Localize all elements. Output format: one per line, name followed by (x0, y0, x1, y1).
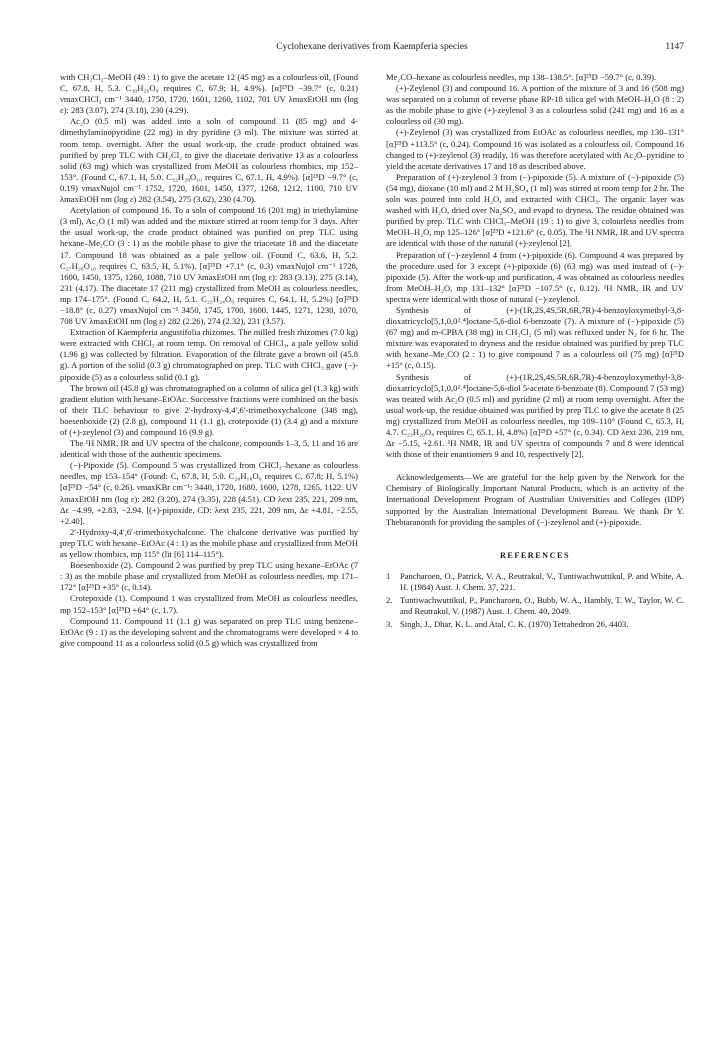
paragraph: Preparation of (−)-zeylenol 4 from (+)-pipoxide (6). Compound 4 was prepared by the procedure used for 3 except (+)-pipoxide (6) (63 mg) was used instead of (−)-pipoxide (5). After the work-up and purification, 4 was obtained as colourless needles from MeOH–H₂O, mp 131–132° [α]²⁵D −107.5° (c, 0.12). ¹H NMR, IR and UV spectra were identical with those of natural (−)-zeylenol. (386, 249, 684, 304)
reference-number: 3. (386, 619, 393, 630)
paragraph: Crotepoxide (1). Compound 1 was crystallized from MeOH as colourless needles, mp 152–153° [α]²⁵D +64° (c, 1.7). (60, 593, 358, 615)
running-title: Cyclohexane derivatives from Kaempferia species (276, 42, 468, 52)
reference-number: 1 (386, 570, 391, 581)
paragraph: Synthesis of (+)-(1R,2S,4S,5R,6R,7R)-4-benzoyloxymethyl-3,8-dioxatricyclo[5,1,0,0²˒⁴]octane-5,6-diol 5-acetate 6-benzoate (8). Compound 7 (53 mg) was treated with Ac₂O (0.5 ml) and pyridine (2 ml) at room temp overnight. After the usual work-up, the residue obtained was purified by prep TLC to give the acetate 8 (25 mg) crystallized from MeOH as colourless needles, mp 109–110° (Found C, 65.3, H, 4.7. C₂₃H₂₀O₈ requires C, 65.1, H, 4.8%) [α]²⁵D +57° (c, 0.34). CD λext 236, 219 nm, Δε −5.15, +2.61. ¹H NMR, IR and UV spectra of compounds 7 and 8 were identical with those of their enantiomers 9 and 10, respectively [2]. (386, 371, 684, 460)
paragraph: with CH₂Cl₂–MeOH (49 : 1) to give the acetate 12 (45 mg) as a colourless oil, (Found C, 67.8, H, 5.3. C₃₀H₂₆O₉ requires C, 67.9; H, 4.9%). [α]²⁵D −39.7° (c, 0.21) νmaxCHCl₃ cm⁻¹ 3440, 1750, 1720, 1601, 1260, 1102, 701 UV λmaxEtOH nm (log ε): 283 (3.07), 274 (3.18), 230 (4.29). (60, 72, 358, 116)
paragraph: Compound 11. Compound 11 (1.1 g) was separated on prep TLC using benzene–EtOAc (9 : 1) as the developing solvent and the chromatograms were developed × 4 to give compound 11 as a colourless solid (0.5 g) which was crystallized from (60, 615, 358, 648)
references-heading: REFERENCES (499, 550, 571, 560)
paragraph: (+)-Zeylenol (3) was crystallized from EtOAc as colourless needles, mp 130–131° [α]²⁵D +113.5° (c, 0.24). Compound 16 was isolated as a colourless oil. Compound 16 changed to (+)-zeylenol (3) readily, 16 was therefore acetylated with Ac₂O–pyridine to yield the acetate derivatives 17 and 18 as described above. (386, 127, 684, 171)
reference-text: Singh, J., Dhar, K. L. and Atal, C. K. (1970) Tetrahedron 26, 4403. (400, 619, 629, 630)
paragraph: (+)-Zeylenol (3) and compound 16. A portion of the mixture of 3 and 16 (508 mg) was separated on a column of reverse phase RP-18 silica gel with MeOH–H₂O (8 : 2) as the mobile phase to give (+)-zeylenol 3 as a colourless solid (241 mg) and 16 as a colourless oil (30 mg). (386, 83, 684, 127)
left-column (60, 72, 358, 649)
reference-list (386, 571, 684, 630)
running-header (60, 42, 684, 56)
paragraph: Acetylation of compound 16. To a soln of compound 16 (201 mg) in triethylamine (3 ml), Ac₂O (1 ml) was added and the mixture stirred at room temp for 3 days. After the usual work-up, the crude product obtained was purified on prep TLC using hexane–Me₂CO (3 : 1) as the mobile phase to give the triacetate 18 and the diacetate 17. Compound 18 was obtained as a pale yellow oil. (Found C, 63.6, H, 5.2. C₂₇H₂₆O₁₀ requires C, 63.5, H, 5.1%). [α]²⁵D +7.1° (c, 0.3) νmaxNujol cm⁻¹ 1728, 1600, 1450, 1375, 1260, 1088, 710 UV λmaxEtOH nm (log ε): 283 (3.13), 275 (3.14), 231 (4.17). The diacetate 17 (211 mg) crystallized from MeOH as colourless needles, mp 174–175°. (Found C, 64.2, H, 5.1. C₂₅H₂₄O₉ requires C, 64.1, H, 5.2%) [α]²⁵D −18.8° (c, 0.27) νmaxNujol cm⁻¹ 3450, 1745, 1700, 1600, 1445, 1271, 1230, 1070, 708 UV λmaxEtOH nm (log ε) 282 (2.26), 274 (2.32), 231 (3.57). (60, 205, 358, 327)
paragraph: Synthesis of (+)-(1R,2S,4S,5R,6R,7R)-4-benzoyloxymethyl-3,8-dioxatricyclo[5,1,0,0²˒⁴]octane-5,6-diol 6-benzoate (7). A mixture of (−)-pipoxide (5) (67 mg) and m-CPBA (38 mg) in CH₂Cl₂ (5 ml) was refluxed under N₂ for 6 hr. The mixture was evaporated to dryness and the residue obtained was purified by prep TLC with hexane–Me₂CO (2 : 1) to give compound 7 as a colourless oil (75 mg) [α]²⁵D +15° (c, 0.15). (386, 304, 684, 371)
paragraph: 2′-Hydroxy-4,4′,6′-trimethoxychalcone. The chalcone derivative was purified by prep TLC with hexane–EtOAc (4 : 1) as the mobile phase and crystallized from MeOH as yellow rhombics, mp 115° (lit [6] 114–115°). (60, 526, 358, 560)
paragraph: (−)-Pipoxide (5). Compound 5 was crystallized from CHCl₃–hexane as colourless needles, mp 153–154° (Found: C, 67.8, H, 5.0. C₂₀H₁₈O₆ requires C, 67.8; H, 5.1%) [α]²⁵D −54° (c, 0.26). νmaxKBr cm⁻¹: 3440, 1720, 1680, 1600, 1278, 1265, 1122. UV λmaxEtOH nm (log ε): 282 (3.20), 274 (3.35), 228 (4.51). CD λext 235, 221, 209 nm, Δε −4.99, +2.83, −2.94. [(+)-pipoxide, CD: λext 235, 221, 209 nm, Δε +4.81, −2.55, +2.40]. (60, 460, 358, 526)
reference-text: Tuntiwachwuttikul, P., Pancharoen, O., Bubb, W. A., Hambly, T. W., Taylor, W. C. and Reutrakul, V. (1987) Aust. J. Chem. 40, 2049. (400, 595, 684, 617)
paragraph: Extraction of Kaempferia angustifolia rhizomes. The milled fresh rhizomes (7.0 kg) were extracted with CHCl₃ at room temp. On removal of CHCl₃, a pale yellow solid (1.96 g) was collected by filtration. Evaporation of the filtrate gave a brown oil (45.8 g). A portion of the solid (0.3 g) chromatographed on prep. TLC with CHCl₃ gave (−)-pipoxide (5) as a colourless solid (0.1 g). (60, 327, 358, 382)
reference-item (386, 571, 684, 593)
paragraph: Me₂CO–hexane as colourless needles, mp 138–138.5°. [α]²⁵D −59.7° (c, 0.39). (386, 72, 657, 82)
right-column (386, 72, 684, 632)
paragraph: Boesenboxide (2). Compound 2 was purified by prep TLC using hexane–EtOAc (7 : 3) as the mobile phase and crystallized from MeOH as colourless needles, mp 171–172° [α]²⁵D +35° (c, 0.14). (60, 560, 358, 593)
paragraph: Ac₂O (0.5 ml) was added into a soln of compound 11 (85 mg) and 4-dimethylaminopyridine (22 mg) in dry pyridine (3 ml). The mixture was stirred at room temp. overnight. After the usual work-up, the crude product obtained was purified by prep TLC with CH₂Cl₂ to give the diacetate derivative 13 as a colourless solid (63 mg) which was crystallized from MeOH as colourless rhombics, mp 152–153°. (Found C, 67.1, H, 5.0. C₃₂H₂₈O₁₀ requires C, 67.1, H, 4.9%). [α]²⁵D −9.7° (c, 0.19) νmaxNujol cm⁻¹ 1752, 1720, 1601, 1450, 1377, 1268, 1212, 1100, 710 UV λmaxEtOH nm (log ε) 282 (3.54), 275 (3.62), 230 (4.70). (60, 116, 358, 205)
acknowledgements: Acknowledgements—We are grateful for the help given by the Network for the Chemistry of Biologically Important Natural Products, which is an activity of the International Development Program of Australian Universities and Colleges (IDP) supported by the Australian International Development Bureau. We thank Dr Y. Thebtaranonth for providing the samples of (−)-zeylenol and (+)-pipoxide. (386, 472, 684, 527)
page-number: 1147 (665, 42, 684, 52)
paragraph: The ¹H NMR, IR and UV spectra of the chalcone, compounds 1–3, 5, 11 and 16 are identical with those of the authentic specimens. (60, 438, 358, 460)
reference-text: Pancharoen, O., Patrick, V. A., Reutrakul, V., Tuntiwachwuttikul, P. and White, A. H. (1984) Aust. J. Chem. 37, 221. (400, 570, 684, 592)
paragraph: Preparation of (+)-zeylenol 3 from (−)-pipoxide (5). A mixture of (−)-pipoxide (5) (54 mg), dioxane (10 ml) and 2 M H₂SO₄ (1 ml) was stirred at room temp for 2 hr. The soln was poured into cold H₂O, and extracted with CHCl₃. The organic layer was washed with H₂O, dried over Na₂SO₄ and evapd to dryness. The residue obtained was purified by prep. TLC with CHCl₃–MeOH (19 : 1) to give 3, colourless needles from MeOH–H₂O, mp 125–126° [α]²⁵D +121.6° (c, 0.05). The ¹H NMR, IR and UV spectra are identical with those of the natural (+)-zeylenol [2]. (386, 171, 684, 249)
reference-item (386, 619, 684, 630)
reference-item (386, 595, 684, 617)
reference-number: 2. (386, 595, 393, 606)
paragraph: The brown oil (45.8 g) was chromatographed on a column of silica gel (1.3 kg) with gradient elution with hexane–EtOAc. Successive fractions were combined on the basis of their TLC behaviour to give 2′-hydroxy-4,4′,6′-trimethoxychalcone (348 mg), boesenboxide (2) (2.8 g), compound 11 (1.1 g), crotepoxide (1) (3.4 g) and a mixture of (+)-zeylenol (3) and compound 16 (9.9 g). (60, 382, 358, 437)
